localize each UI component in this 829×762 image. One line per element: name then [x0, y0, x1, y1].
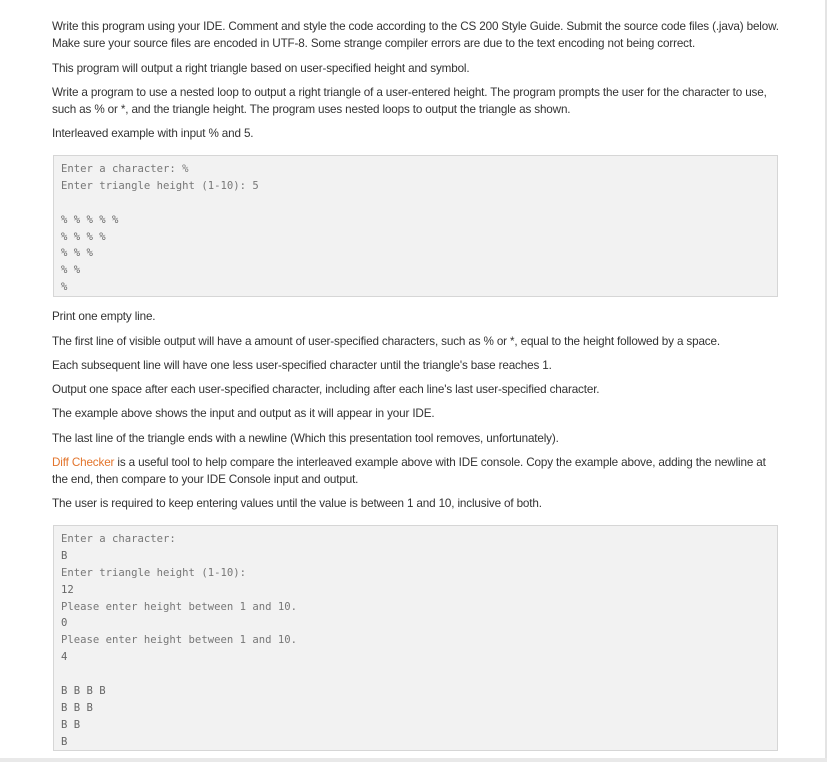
example-console-2	[53, 525, 778, 751]
example-console-1	[53, 155, 778, 297]
console-blank-line	[61, 666, 777, 683]
console-line: % % % %	[61, 230, 113, 243]
console-line: B	[61, 549, 68, 562]
console-line: % % %	[61, 247, 100, 260]
console-line: Enter a character:	[61, 533, 176, 545]
console-line: % %	[61, 264, 87, 277]
console-line: % % % % %	[61, 213, 125, 226]
console-line: B	[61, 735, 74, 748]
diff-checker-link[interactable]: Diff Checker	[52, 456, 115, 469]
page-bottom-edge	[0, 758, 827, 762]
requirement-validation: The user is required to keep entering values until the value is between 1 and 10, inclusive of both.	[52, 497, 542, 510]
requirement-empty-line: Print one empty line.	[52, 310, 156, 323]
console-line: B B	[61, 718, 87, 731]
console-line: 0	[61, 617, 68, 630]
requirement-ide-note: The example above shows the input and output as it will appear in your IDE.	[52, 407, 435, 420]
console-line: B B B	[61, 701, 100, 714]
program-description: Write a program to use a nested loop to output a right triangle of a user-entered height. The program prompts the user for the character to use, such as % or *, and the triangle height. The program uses nested loops to output the triangle as shown.	[52, 86, 767, 116]
console-line: %	[61, 281, 74, 294]
requirement-subsequent-lines: Each subsequent line will have one less user-specified character until the triangle's base reaches 1.	[52, 359, 552, 372]
intro-paragraph: Write this program using your IDE. Comment and style the code according to the CS 200 Style Guide. Submit the source code files (.java) below. Make sure your source files are encoded in UTF-8. Some strange compiler errors are due to the text encoding not being correct.	[52, 20, 779, 50]
program-summary: This program will output a right triangle based on user-specified height and symbol.	[52, 62, 470, 75]
requirement-first-line: The first line of visible output will have a amount of user-specified characters, such as % or *, equal to the height followed by a space.	[52, 335, 720, 348]
console-line: Enter triangle height (1-10):	[61, 566, 246, 579]
console-line: Please enter height between 1 and 10.	[61, 600, 297, 613]
example-caption: Interleaved example with input % and 5.	[52, 127, 254, 140]
console-line: Enter a character: %	[61, 163, 189, 175]
diff-checker-text: is a useful tool to help compare the interleaved example above with IDE console. Copy the example above, adding the newline at the end, then compare to your IDE Console input and output.	[52, 456, 766, 486]
console-line: Enter triangle height (1-10): 5	[61, 179, 259, 192]
requirement-spacing: Output one space after each user-specified character, including after each line's last user-specified character.	[52, 383, 600, 396]
console-line: 12	[61, 583, 74, 596]
console-line: B B B B	[61, 685, 113, 698]
diff-checker-paragraph	[52, 454, 782, 488]
console-blank-line	[61, 195, 777, 212]
console-line: Please enter height between 1 and 10.	[61, 634, 297, 647]
requirement-newline: The last line of the triangle ends with a newline (Which this presentation tool removes, unfortunately).	[52, 432, 559, 445]
console-line: 4	[61, 651, 68, 664]
